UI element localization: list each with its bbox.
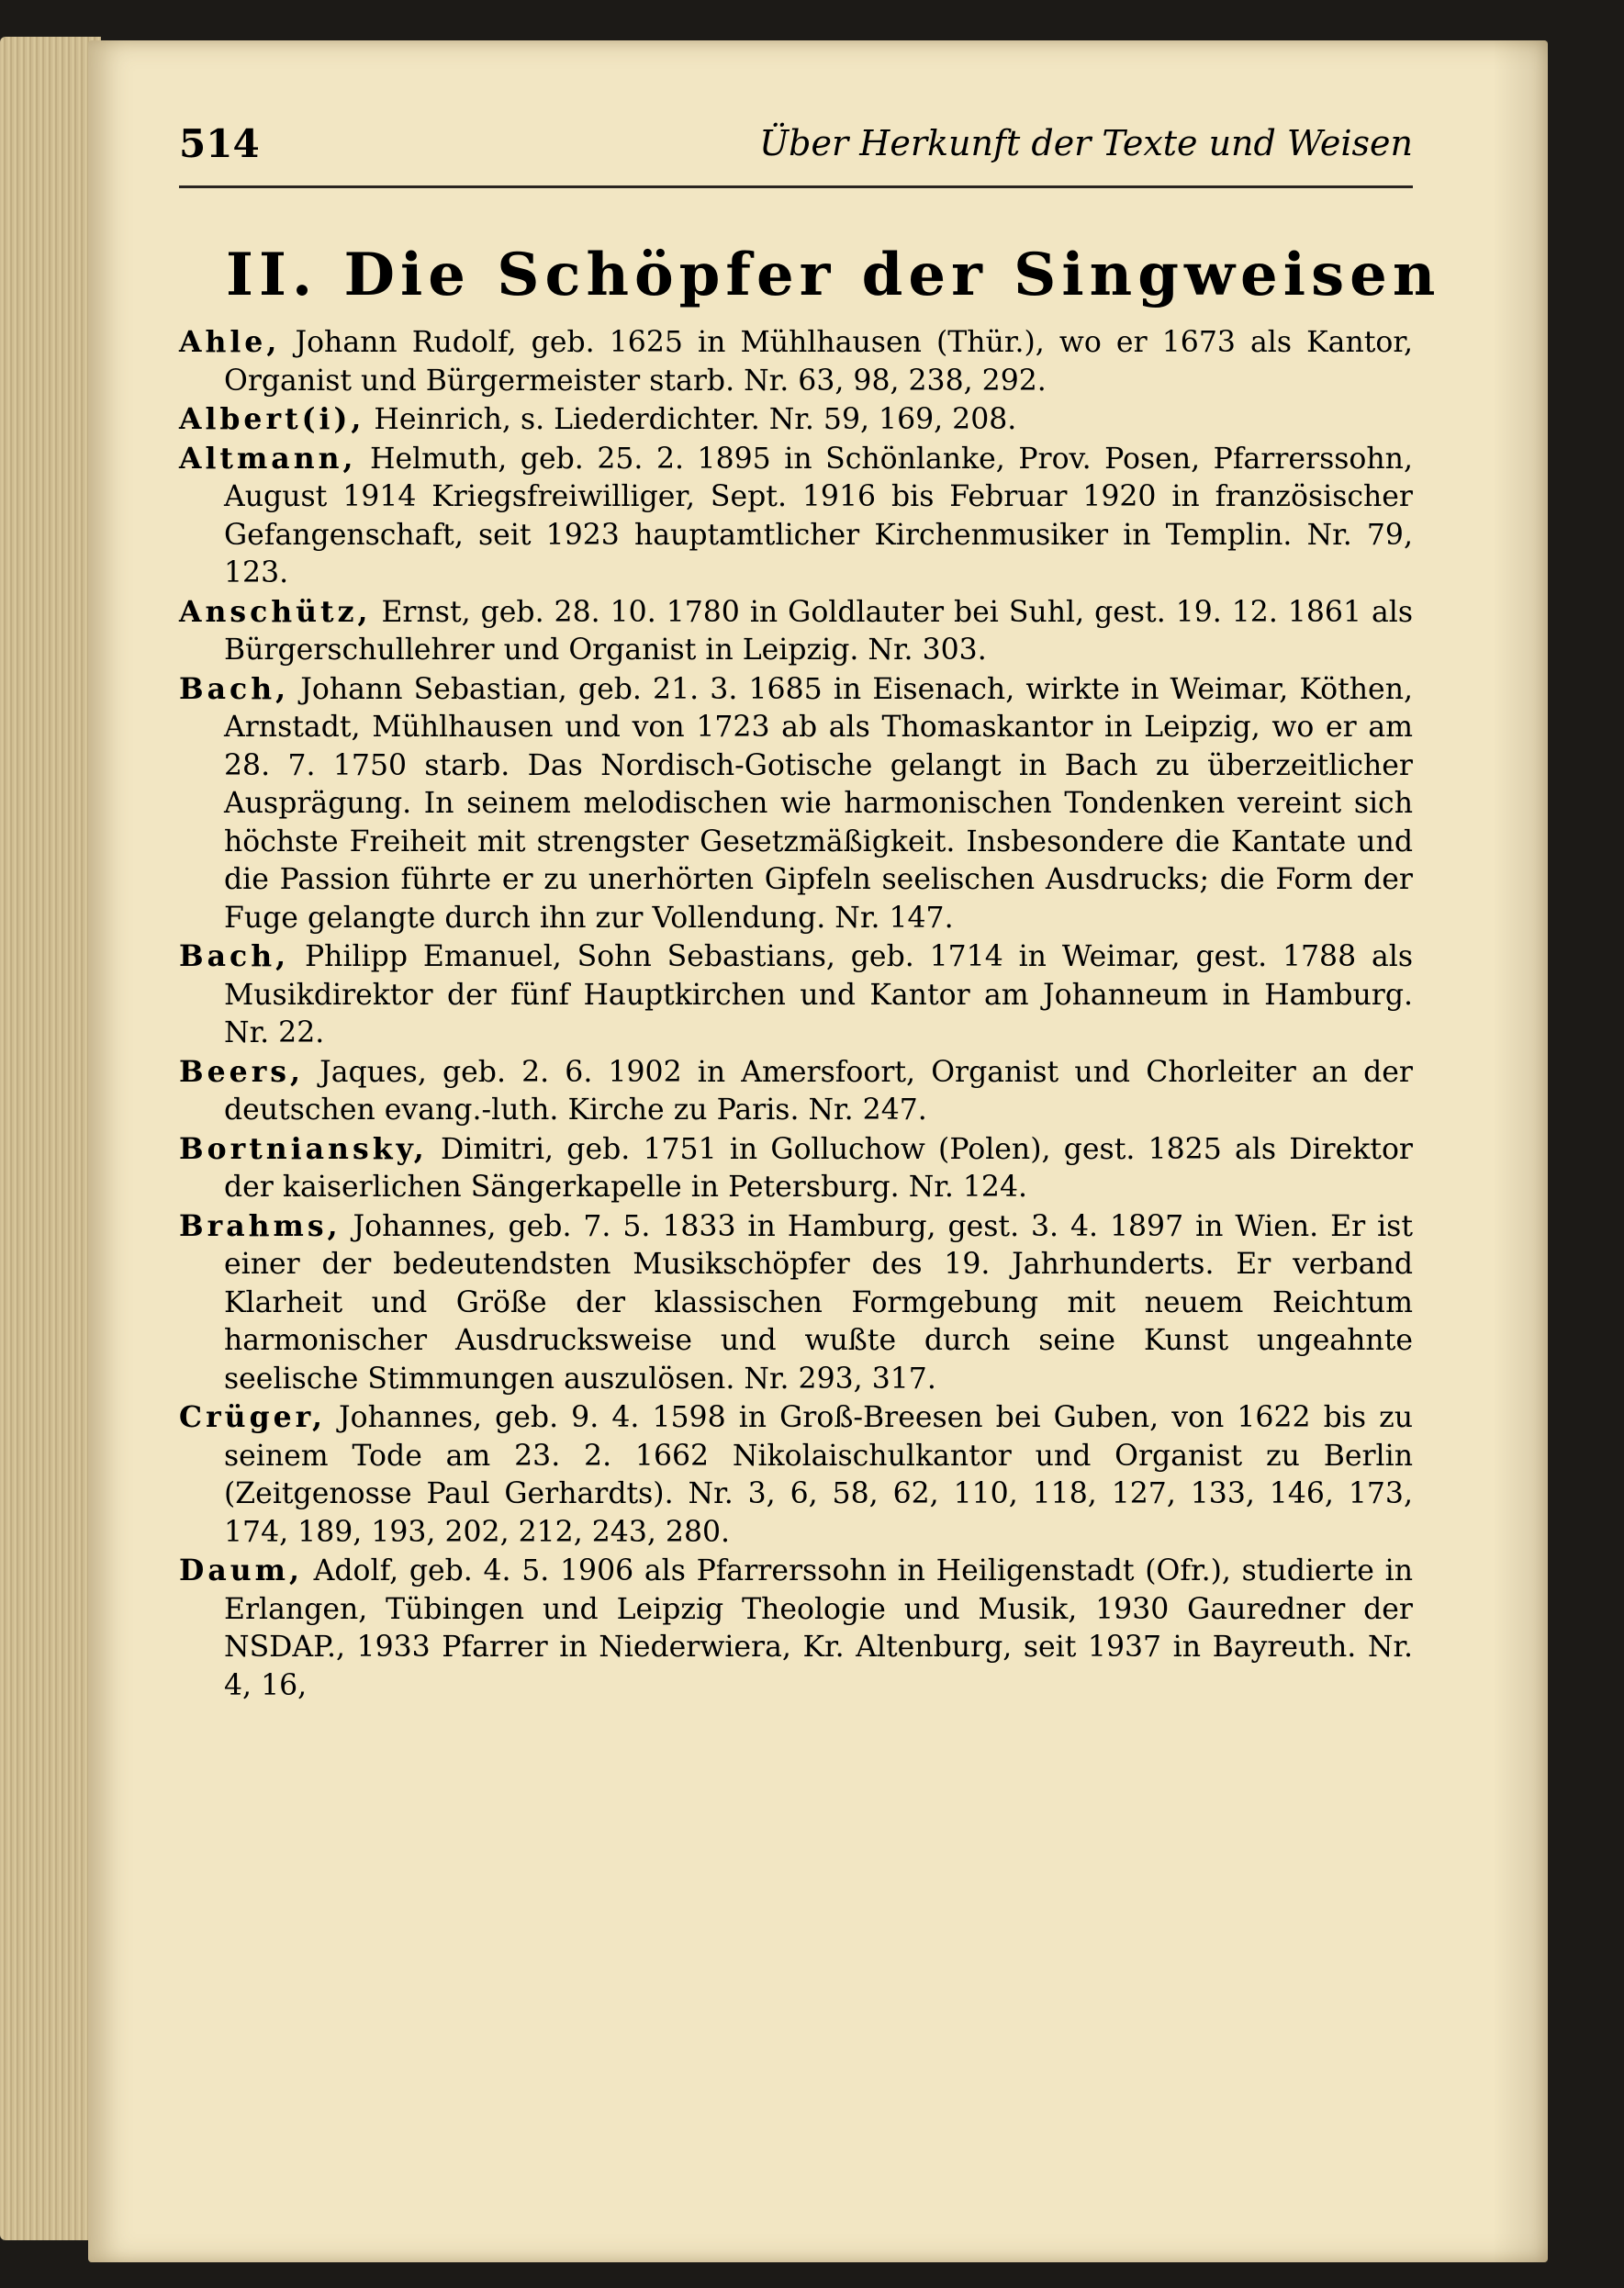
entry-name: Daum, (179, 1553, 303, 1587)
page-header (179, 84, 1413, 188)
entry-text: Adolf, geb. 4. 5. 1906 als Pfarrerssohn in Heiligenstadt (Ofr.), studierte in Erlangen, Tübingen und Leipzig Theologie und Musik, 1930 Gauredner der NSDAP., 1933 Pfarrer in Niederwiera, Kr. Altenburg, seit 1937 in Bayreuth. Nr. 4, 16, (224, 1554, 1413, 1702)
entry-bach-js (179, 670, 1413, 938)
entry-crueger (179, 1398, 1413, 1552)
entry-daum (179, 1552, 1413, 1705)
entry-text: Johann Sebastian, geb. 21. 3. 1685 in Eisenach, wirkte in Weimar, Köthen, Arnstadt, Mühlhausen und von 1723 ab als Thomaskantor in Leipzig, wo er am 28. 7. 1750 starb. Das Nordisch-Gotische gelangt in Bach zu überzeitlicher Ausprägung. In seinem melodischen wie harmonischen Tondenken vereint sich höchste Freiheit mit strengster Gesetzmäßigkeit. Insbesondere die Kantate und die Passion führte er zu unerhörten Gipfeln seelischen Ausdrucks; die Form der Fuge gelangte durch ihn zur Vollendung. Nr. 147. (224, 672, 1413, 935)
entry-text: Philipp Emanuel, Sohn Sebastians, geb. 1714 in Weimar, gest. 1788 als Musikdirektor der fünf Hauptkirchen und Kantor am Johanneum in Hamburg. Nr. 22. (224, 940, 1413, 1049)
entry-name: Ahle, (179, 325, 281, 359)
entry-text: Jaques, geb. 2. 6. 1902 in Amersfoort, Organist und Chorleiter an der deutschen evang.-luth. Kirche zu Paris. Nr. 247. (224, 1055, 1413, 1127)
section-title: II. Die Schöpfer der Singweisen (226, 241, 1441, 309)
entry-beers (179, 1053, 1413, 1130)
entry-name: Bach, (179, 671, 290, 706)
running-title: Über Herkunft der Texte und Weisen (759, 123, 1413, 163)
entry-text: Dimitri, geb. 1751 in Golluchow (Polen), gest. 1825 als Direktor der kaiserlichen Sängerkapelle in Petersburg. Nr. 124. (224, 1132, 1413, 1204)
entry-name: Crüger, (179, 1400, 326, 1434)
entry-list (179, 323, 1413, 1705)
entry-text: Johannes, geb. 9. 4. 1598 in Groß-Breesen bei Guben, von 1622 bis zu seinem Tode am 23. 2. 1662 Nikolaischulkantor und Organist zu Berlin (Zeitgenosse Paul Gerhardts). Nr. 3, 6, 58, 62, 110, 118, 127, 133, 146, 173, 174, 189, 193, 202, 212, 243, 280. (224, 1401, 1413, 1549)
entry-name: Bach, (179, 939, 290, 973)
entry-brahms (179, 1207, 1413, 1399)
entry-bach-pe (179, 937, 1413, 1053)
entry-text: Johann Rudolf, geb. 1625 in Mühlhausen (Thür.), wo er 1673 als Kantor, Organist und Bürgermeister starb. Nr. 63, 98, 238, 292. (224, 326, 1413, 398)
entry-ahle (179, 323, 1413, 400)
entry-text: Johannes, geb. 7. 5. 1833 in Hamburg, gest. 3. 4. 1897 in Wien. Er ist einer der bedeutendsten Musikschöpfer des 19. Jahrhunderts. Er verband Klarheit und Größe der klassischen Formgebung mit neuem Reichtum harmonischer Ausdrucksweise und wußte durch seine Kunst ungeahnte seelische Stimmungen auszulösen. Nr. 293, 317. (224, 1209, 1413, 1396)
entry-name: Altmann, (179, 441, 357, 476)
entry-altmann (179, 440, 1413, 593)
entry-anschuetz (179, 593, 1413, 670)
entry-name: Bortniansky, (179, 1131, 428, 1166)
entry-albert (179, 400, 1413, 440)
entry-name: Anschütz, (179, 594, 372, 629)
entry-text: Heinrich, s. Liederdichter. Nr. 59, 169, 208. (364, 403, 1017, 436)
entry-bortniansky (179, 1130, 1413, 1207)
page-edges (0, 37, 101, 2240)
entry-text: Helmuth, geb. 25. 2. 1895 in Schönlanke, Prov. Posen, Pfarrerssohn, August 1914 Kriegsfreiwilliger, Sept. 1916 bis Februar 1920 in französischer Gefangenschaft, seit 1923 hauptamtlicher Kirchenmusiker in Templin. Nr. 79, 123. (224, 442, 1413, 589)
page-number: 514 (179, 121, 260, 166)
entry-name: Albert(i), (179, 402, 365, 436)
entry-name: Beers, (179, 1054, 305, 1089)
entry-name: Brahms, (179, 1208, 342, 1243)
spine-shadow (1493, 40, 1548, 2262)
entry-text: Ernst, geb. 28. 10. 1780 in Goldlauter bei Suhl, gest. 19. 12. 1861 als Bürgerschullehrer und Organist in Leipzig. Nr. 303. (224, 595, 1413, 667)
